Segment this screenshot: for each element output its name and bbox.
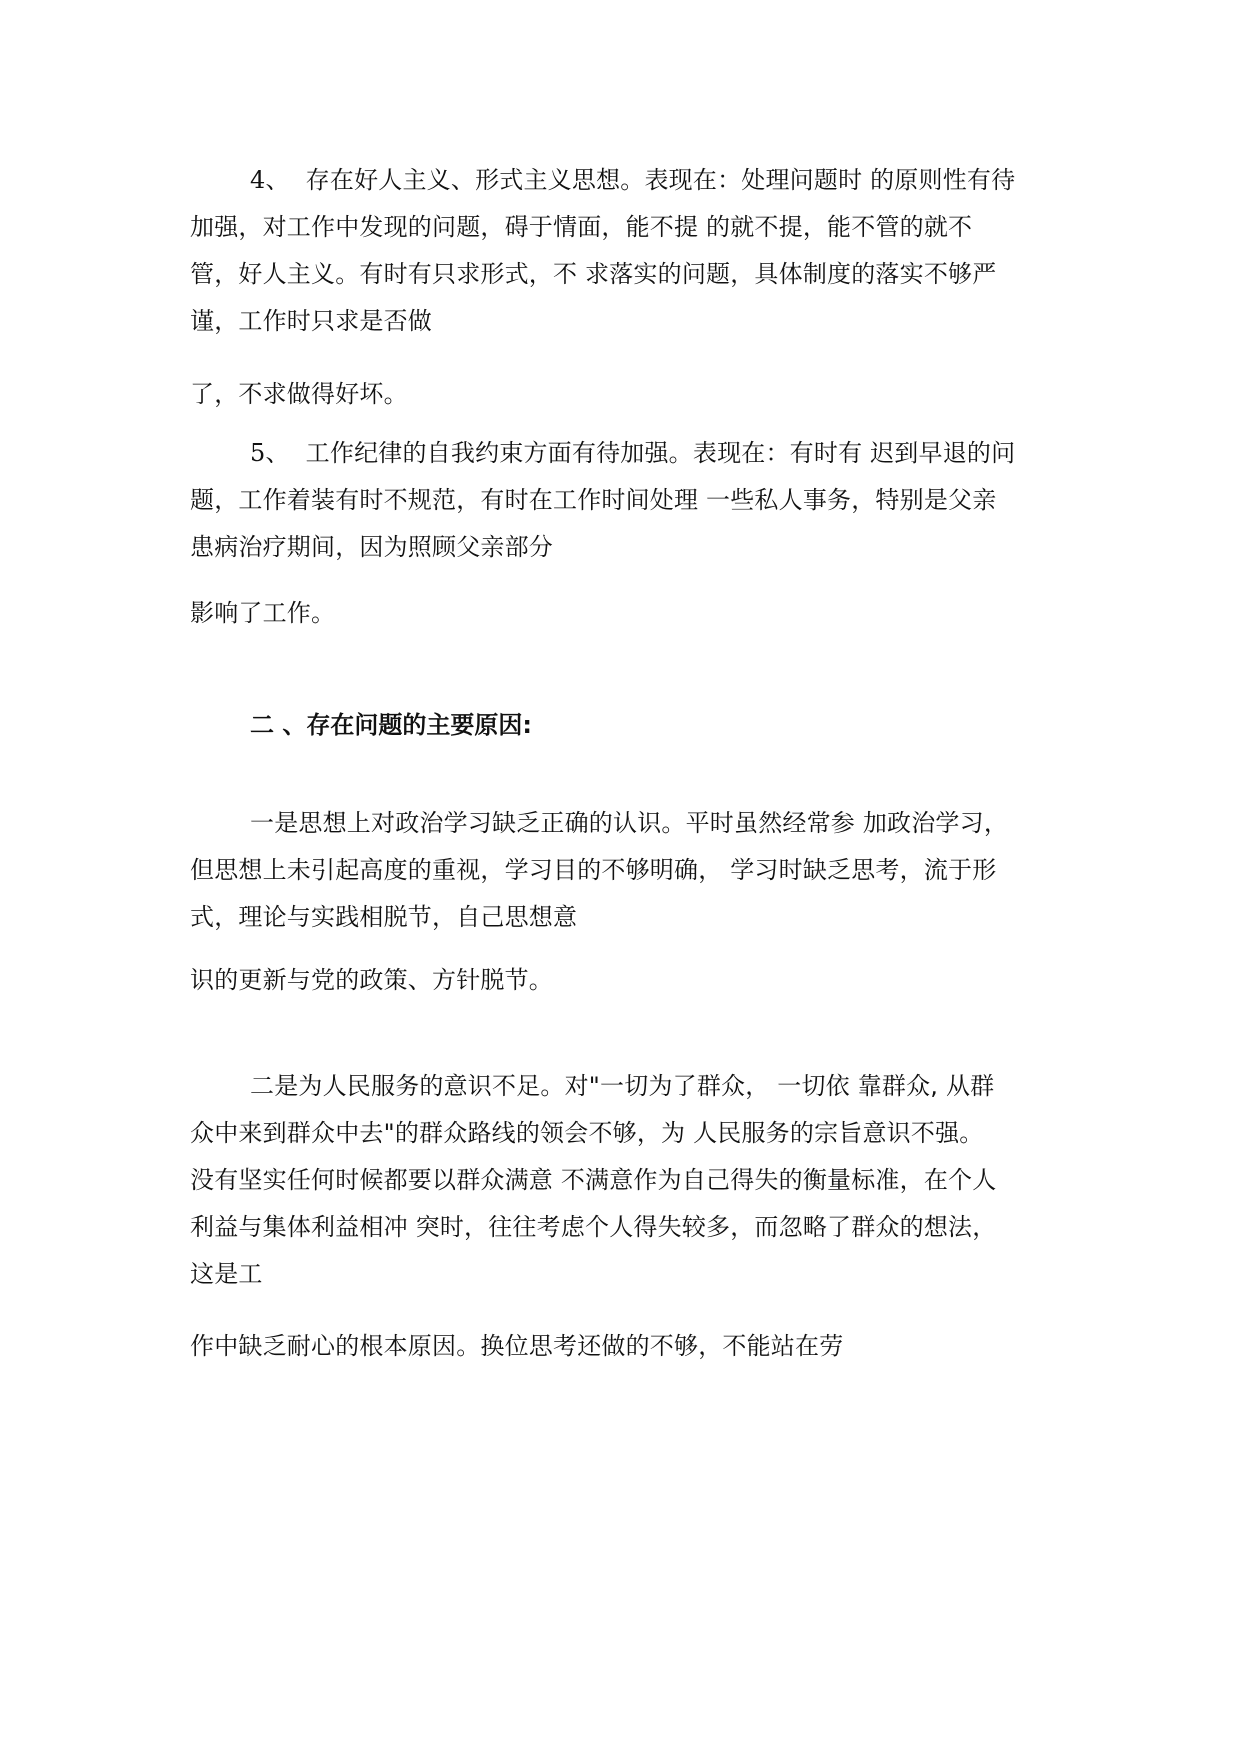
item-5-line-2: 题，工作着装有时不规范，有时在工作时间处理 一些私人事务，特别是父亲 <box>190 486 997 514</box>
cause-2-line-2: 众中来到群众中去"的群众路线的领会不够，为 人民服务的宗旨意识不强。 <box>190 1119 984 1147</box>
cause-1-line-1: 一是思想上对政治学习缺乏正确的认识。平时虽然经常参 加政治学习， <box>250 809 1009 837</box>
cause-2-continuation <box>190 1323 1070 1370</box>
item-5-paragraph <box>190 430 1070 571</box>
item-5-line-3: 患病治疗期间，因为照顾父亲部分 <box>190 533 553 561</box>
section-heading: 二 、存在问题的主要原因: <box>250 711 532 739</box>
cause-1-line-2: 但思想上未引起高度的重视，学习目的不够明确， 学习时缺乏思考，流于形 <box>190 856 997 884</box>
cause-1-line-3: 式，理论与实践相脱节，自己思想意 <box>190 903 578 931</box>
cause-1-paragraph <box>190 800 1070 941</box>
cause-2-line-6: 作中缺乏耐心的根本原因。换位思考还做的不够，不能站在劳 <box>190 1332 844 1360</box>
cause-2-line-5: 这是工 <box>190 1260 263 1288</box>
item-4-line-5: 了，不求做得好坏。 <box>190 380 408 408</box>
item-4-continuation <box>190 371 1070 418</box>
item-5-number: 5、 <box>250 439 290 467</box>
item-4-paragraph <box>190 157 1070 345</box>
cause-1-line-4: 识的更新与党的政策、方针脱节。 <box>190 966 553 994</box>
item-4-line-3: 管，好人主义。有时有只求形式，不 求落实的问题，具体制度的落实不够严 <box>190 260 997 288</box>
item-4-line-2: 加强，对工作中发现的问题，碍于情面，能不提 的就不提，能不管的就不 <box>190 213 973 241</box>
cause-2-paragraph <box>190 1063 1070 1298</box>
item-5-line-1: 5、 工作纪律的自我约束方面有待加强。表现在：有时有 迟到早退的问 <box>250 439 1016 467</box>
item-5-line-4: 影响了工作。 <box>190 599 336 627</box>
cause-2-line-3: 没有坚实任何时候都要以群众满意 不满意作为自己得失的衡量标准，在个人 <box>190 1166 997 1194</box>
item-4-number: 4、 <box>250 166 290 194</box>
item-5-continuation <box>190 590 1070 637</box>
cause-2-line-4: 利益与集体利益相冲 突时，往往考虑个人得失较多，而忽略了群众的想法， <box>190 1213 997 1241</box>
cause-2-line-1: 二是为人民服务的意识不足。对"一切为了群众， 一切依 靠群众, 从群 <box>250 1072 995 1100</box>
item-4-line-1: 4、 存在好人主义、形式主义思想。表现在：处理问题时 的原则性有待 <box>250 166 1016 194</box>
item-4-line-4: 谨，工作时只求是否做 <box>190 307 432 335</box>
cause-1-continuation <box>190 957 1070 1004</box>
